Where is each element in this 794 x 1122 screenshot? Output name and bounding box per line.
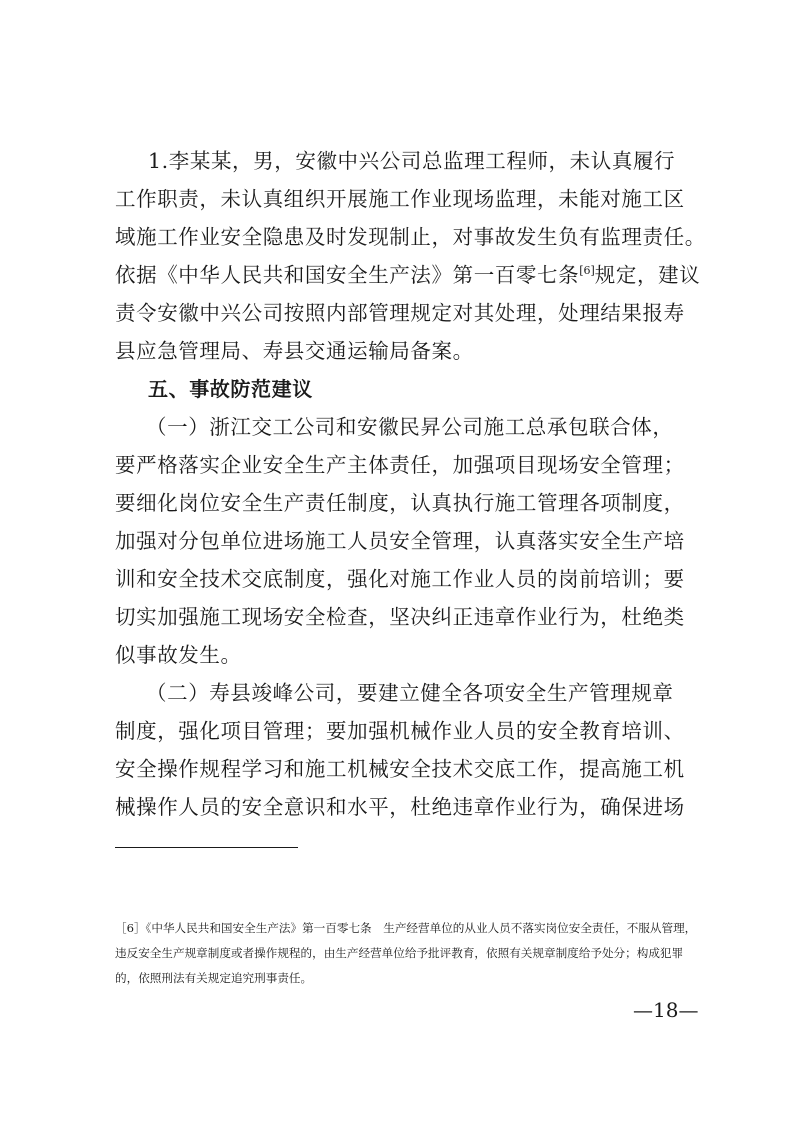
footnote-reference: [6]: [579, 264, 595, 277]
footnote-separator: [115, 847, 298, 848]
paragraph-2-line-7: 似事故发生。: [115, 643, 242, 667]
paragraph-2-line-1: （一）浙江交工公司和安徽民昇公司施工总承包联合体，: [146, 415, 674, 439]
paragraph-2-line-5: 训和安全技术交底制度，强化对施工作业人员的岗前培训；要: [115, 567, 685, 591]
paragraph-3-line-4: 械操作人员的安全意识和水平，杜绝违章作业行为，确保进场: [115, 795, 685, 819]
paragraph-2-line-2: 要严格落实企业安全生产主体责任，加强项目现场安全管理；: [115, 453, 685, 477]
section-heading: 五、事故防范建议: [148, 377, 313, 401]
paragraph-3-line-1: （二）寿县竣峰公司，要建立健全各项安全生产管理规章: [146, 681, 674, 705]
paragraph-2-line-6: 切实加强施工现场安全检查，坚决纠正违章作业行为，杜绝类: [115, 605, 685, 629]
paragraph-1-line-3: 域施工作业安全隐患及时发现制止，对事故发生负有监理责任。: [115, 225, 706, 249]
paragraph-2-line-3: 要细化岗位安全生产责任制度，认真执行施工管理各项制度，: [115, 491, 685, 515]
footnote-line-1: ［6］《中华人民共和国安全生产法》第一百零七条 生产经营单位的从业人员不落实岗位安全责任，不服从管理，: [115, 921, 697, 935]
paragraph-1-line-2: 工作职责，未认真组织开展施工作业现场监理，未能对施工区: [115, 187, 685, 211]
paragraph-2-line-4: 加强对分包单位进场施工人员安全管理，认真落实安全生产培: [115, 529, 685, 553]
paragraph-1-line-5: 责令安徽中兴公司按照内部管理规定对其处理，处理结果报寿: [115, 301, 685, 325]
footnote-line-3: 的，依照刑法有关规定追究刑事责任。: [115, 971, 313, 985]
paragraph-1-line-4-tail: 规定，建议: [594, 263, 701, 287]
footnote-line-2: 违反安全生产规章制度或者操作规程的，由生产经营单位给予批评教育，依照有关规章制度给予处分；构成犯罪: [115, 946, 684, 960]
paragraph-1-line-6: 县应急管理局、寿县交通运输局备案。: [115, 339, 474, 363]
paragraph-1-line-4: [115, 260, 700, 290]
paragraph-3-line-2: 制度，强化项目管理；要加强机械作业人员的安全教育培训、: [115, 719, 685, 743]
page-number: —18—: [633, 998, 699, 1022]
paragraph-1-line-1: 1.李某某，男，安徽中兴公司总监理工程师，未认真履行: [148, 149, 676, 173]
paragraph-1-line-4-text: 依据《中华人民共和国安全生产法》第一百零七条: [115, 263, 580, 287]
paragraph-3-line-3: 安全操作规程学习和施工机械安全技术交底工作，提高施工机: [115, 757, 685, 781]
